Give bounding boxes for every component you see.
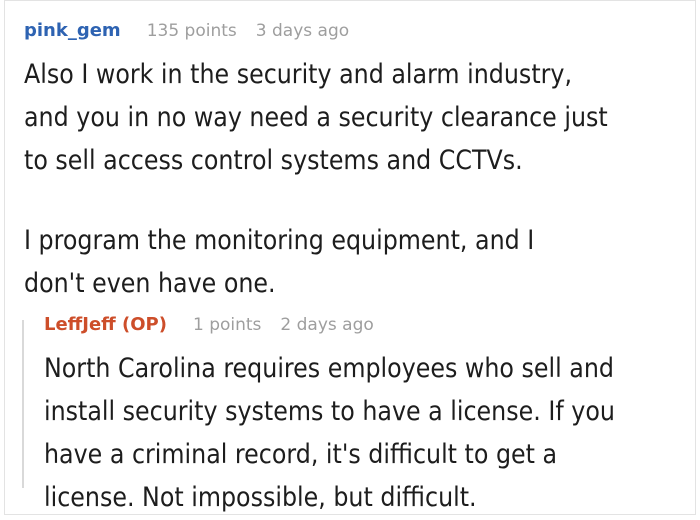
comment-text-line: I program the monitoring equipment, and I: [24, 225, 535, 256]
comment-body: [44, 347, 617, 515]
comment-text-line: Also I work in the security and alarm industry,: [24, 59, 573, 90]
points-label: 1 points: [192, 315, 262, 335]
paragraph-gap: [24, 182, 614, 219]
username-link[interactable]: LeffJeff (OP): [44, 314, 167, 335]
comment-reply: [24, 314, 695, 515]
timestamp-label: 3 days ago: [255, 21, 350, 41]
points-label: 135 points: [146, 21, 237, 41]
comment-body: [24, 53, 614, 305]
comment-text-line: to sell access control systems and CCTVs.: [24, 145, 523, 176]
thread-collapse-line: [22, 320, 24, 488]
comment-text-line: have a criminal record, it's difficult to get a: [44, 439, 558, 470]
comment-card: [4, 0, 696, 515]
comment-top-level: [24, 20, 695, 305]
comment-text-line: and you in no way need a security clearance just: [24, 102, 608, 133]
comment-text-line: license. Not impossible, but difficult.: [44, 482, 477, 513]
timestamp-label: 2 days ago: [280, 315, 374, 335]
comment-text-line: don't even have one.: [24, 268, 276, 299]
comment-header: [44, 314, 695, 336]
comment-header: [24, 20, 695, 42]
comment-text-line: North Carolina requires employees who sell and: [44, 353, 614, 384]
username-link[interactable]: pink_gem: [24, 20, 121, 41]
comment-text-line: install security systems to have a license. If you: [44, 396, 615, 427]
comment-thread: [5, 1, 695, 515]
